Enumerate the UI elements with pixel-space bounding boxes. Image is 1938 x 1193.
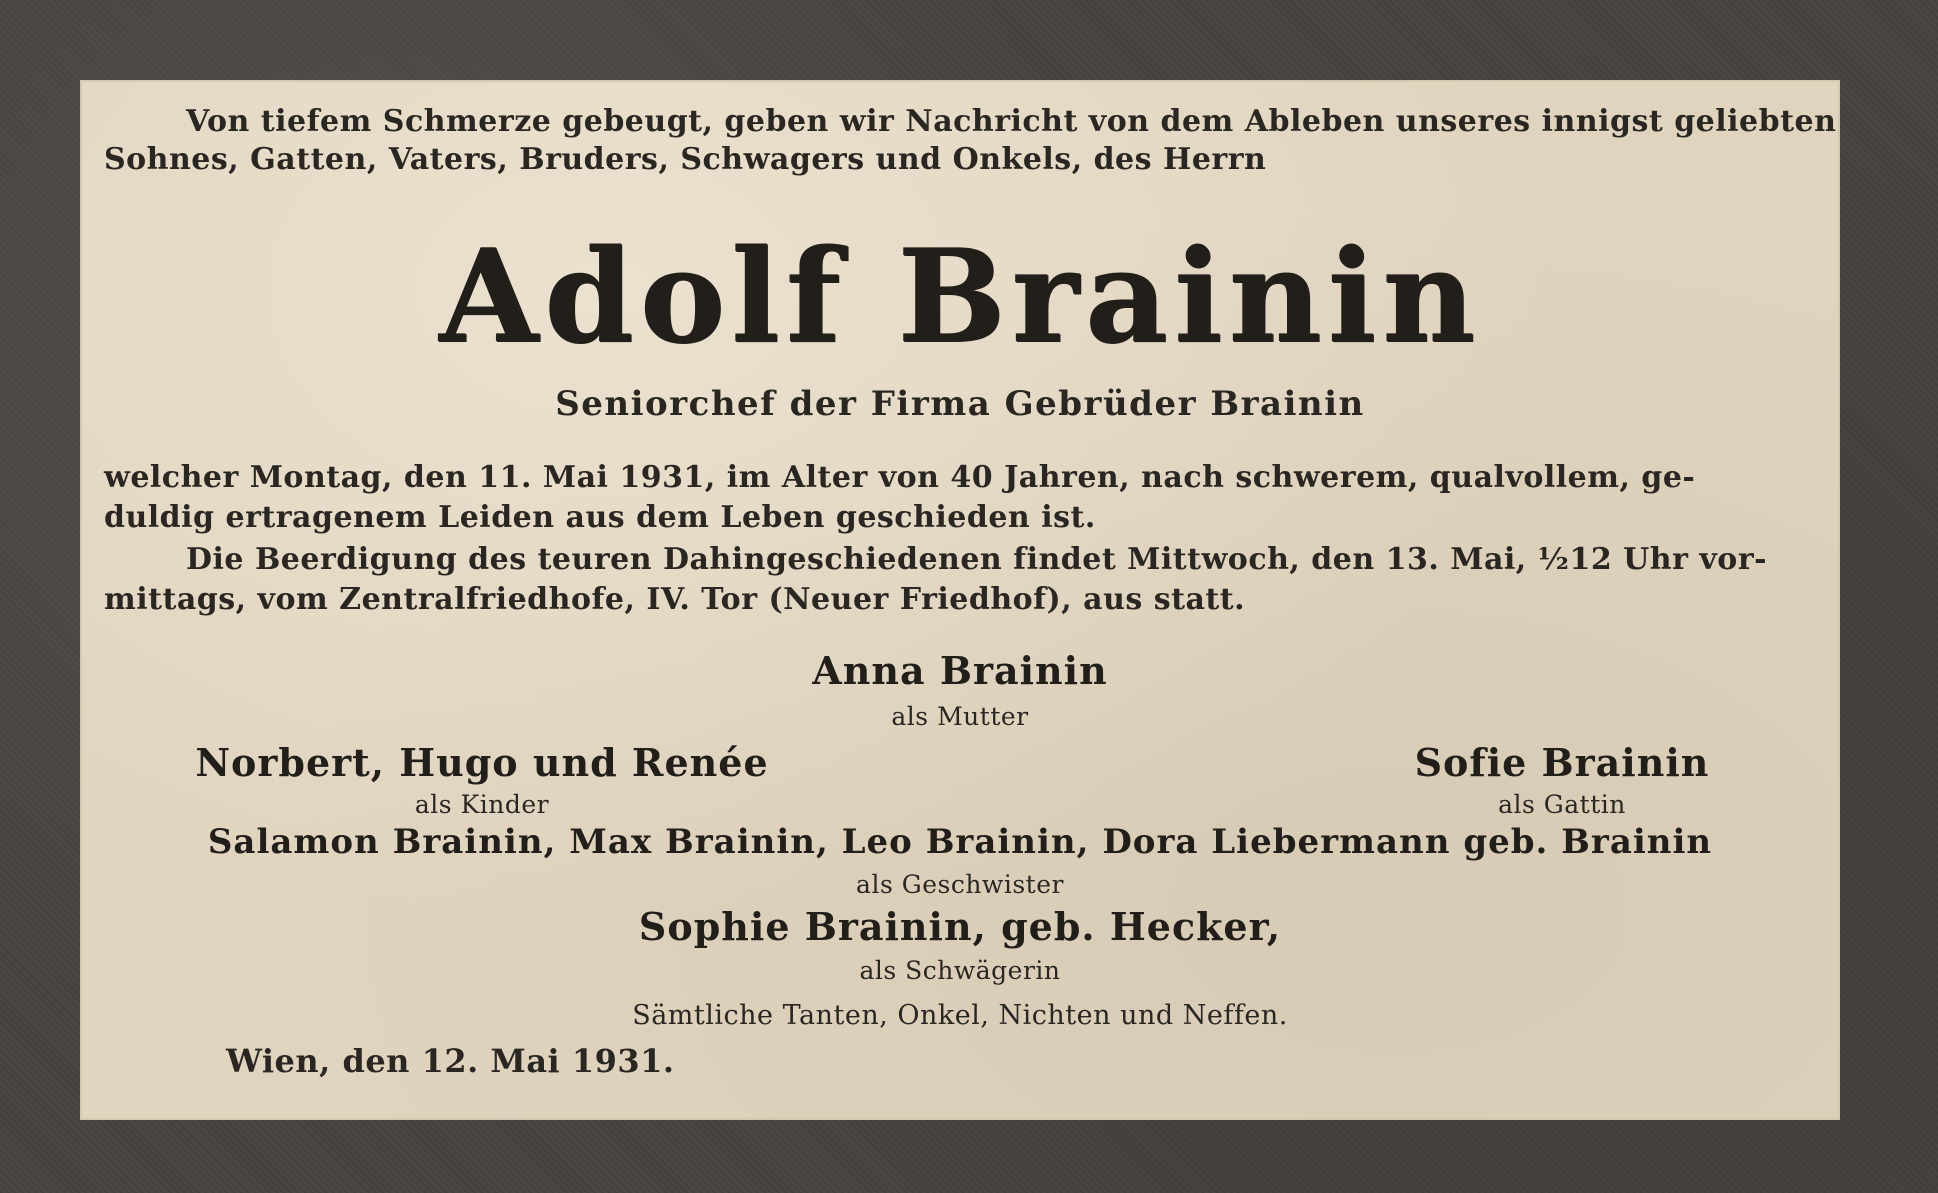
intro-line-2: Sohnes, Gatten, Vaters, Bruders, Schwagers und Onkels, des Herrn [104, 142, 1267, 177]
mother-name: Anna Brainin [812, 648, 1108, 693]
siblings-role: als Geschwister [856, 870, 1064, 899]
funeral-line-2: mittags, vom Zentralfriedhofe, IV. Tor (Neuer Friedhof), aus statt. [104, 582, 1246, 617]
mother-role: als Mutter [891, 702, 1029, 731]
wife-role: als Gattin [1498, 790, 1626, 819]
death-line-2: duldig ertragenem Leiden aus dem Leben geschieden ist. [104, 500, 1096, 535]
sister-in-law-name: Sophie Brainin, geb. Hecker, [638, 904, 1282, 949]
children-role: als Kinder [414, 790, 550, 819]
death-notice [82, 82, 1838, 1118]
wife-name: Sofie Brainin [1414, 740, 1710, 785]
sister-in-law-role: als Schwägerin [859, 956, 1061, 985]
deceased-name: Adolf Brainin [438, 222, 1482, 372]
place-date: Wien, den 12. Mai 1931. [226, 1042, 675, 1080]
children-names: Norbert, Hugo und Renée [195, 740, 769, 785]
deceased-title: Seniorchef der Firma Gebrüder Brainin [555, 384, 1365, 424]
siblings-names: Salamon Brainin, Max Brainin, Leo Brainin, Dora Liebermann geb. Brainin [207, 822, 1713, 862]
intro-line-1: Von tiefem Schmerze gebeugt, geben wir Nachricht von dem Ableben unseres innigst geliebten [186, 104, 1837, 139]
death-line-1: welcher Montag, den 11. Mai 1931, im Alter von 40 Jahren, nach schwerem, qualvollem, ge- [104, 460, 1696, 495]
funeral-line-1: Die Beerdigung des teuren Dahingeschiedenen findet Mittwoch, den 13. Mai, ½12 Uhr vor- [186, 542, 1768, 577]
relatives-line: Sämtliche Tanten, Onkel, Nichten und Neffen. [632, 1000, 1288, 1031]
